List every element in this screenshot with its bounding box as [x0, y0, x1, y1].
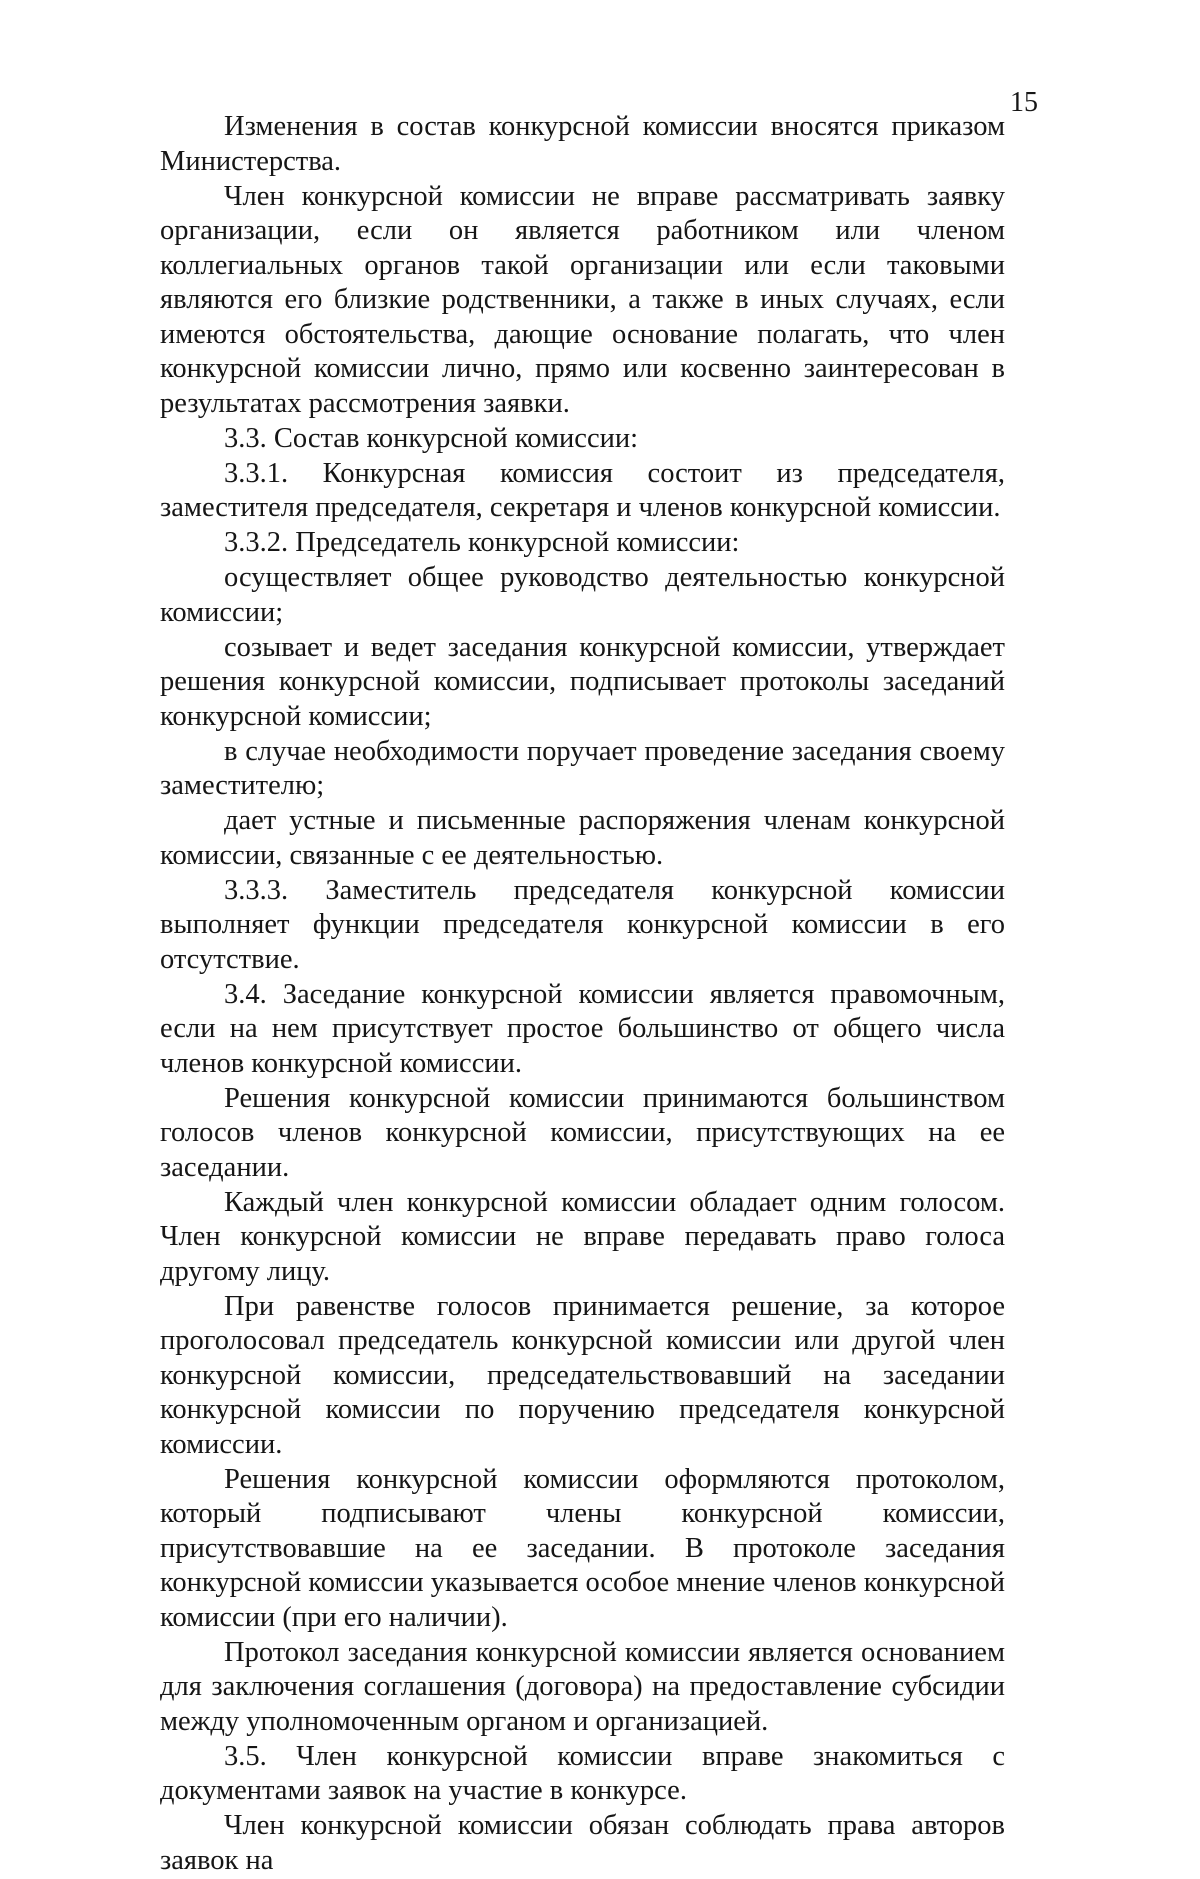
- paragraph-section-3-3-1: 3.3.1. Конкурсная комиссия состоит из председателя, заместителя председателя, секретаря и членов конкурсной комиссии.: [160, 457, 1005, 523]
- paragraph-chair-duty-delegates: в случае необходимости поручает проведение заседания своему заместителю;: [160, 735, 1005, 801]
- paragraph-chair-duty-general-management: осуществляет общее руководство деятельностью конкурсной комиссии;: [160, 562, 1005, 628]
- paragraph-conflict-of-interest: Член конкурсной комиссии не вправе рассматривать заявку организации, если он является работником или членом коллегиальных органов такой организации или если таковыми являются его близкие родственники, а также в иных случаях, если имеются обстоятельства, дающие основание полагать, что член конкурсной комиссии лично, прямо или косвенно заинтересован в результатах рассмотрения заявки.: [160, 180, 1005, 419]
- paragraph-one-vote-each: Каждый член конкурсной комиссии обладает одним голосом. Член конкурсной комиссии не вправе передавать право голоса другому лицу.: [160, 1186, 1005, 1287]
- paragraph-protocol-basis: Протокол заседания конкурсной комиссии является основанием для заключения соглашения (договора) на предоставление субсидии между уполномоченным органом и организацией.: [160, 1636, 1005, 1737]
- paragraph-protocol-signing: Решения конкурсной комиссии оформляются протоколом, который подписывают члены конкурсной комиссии, присутствовавшие на ее заседании. В протоколе заседания конкурсной комиссии указывается особое мнение членов конкурсной комиссии (при его наличии).: [160, 1463, 1005, 1633]
- paragraph-section-3-5: 3.5. Член конкурсной комиссии вправе знакомиться с документами заявок на участие в конкурсе.: [160, 1740, 1005, 1806]
- paragraph-member-obligations: Член конкурсной комиссии обязан соблюдать права авторов заявок на: [160, 1810, 1005, 1876]
- paragraph-tie-vote: При равенстве голосов принимается решение, за которое проголосовал председатель конкурсной комиссии или другой член конкурсной комиссии, председательствовавший на заседании конкурсной комиссии по поручению председателя конкурсной комиссии.: [160, 1290, 1005, 1460]
- paragraph-majority-decisions: Решения конкурсной комиссии принимаются большинством голосов членов конкурсной комиссии, присутствующих на ее заседании.: [160, 1082, 1005, 1183]
- paragraph-changes-in-composition: Изменения в состав конкурсной комиссии вносятся приказом Министерства.: [160, 111, 1005, 177]
- paragraph-chair-duty-orders: дает устные и письменные распоряжения членам конкурсной комиссии, связанные с ее деятельностью.: [160, 805, 1005, 871]
- page-number: 15: [1010, 87, 1038, 118]
- paragraph-chair-duty-convenes-meetings: созывает и ведет заседания конкурсной комиссии, утверждает решения конкурсной комиссии, подписывает протоколы заседаний конкурсной комиссии;: [160, 631, 1005, 732]
- paragraph-section-3-4: 3.4. Заседание конкурсной комиссии является правомочным, если на нем присутствует простое большинство от общего числа членов конкурсной комиссии.: [160, 978, 1005, 1079]
- paragraph-section-3-3: 3.3. Состав конкурсной комиссии:: [224, 422, 639, 454]
- document-body: [160, 110, 1005, 1879]
- paragraph-section-3-3-3: 3.3.3. Заместитель председателя конкурсной комиссии выполняет функции председателя конкурсной комиссии в его отсутствие.: [160, 874, 1005, 975]
- paragraph-section-3-3-2: 3.3.2. Председатель конкурсной комиссии:: [224, 527, 740, 558]
